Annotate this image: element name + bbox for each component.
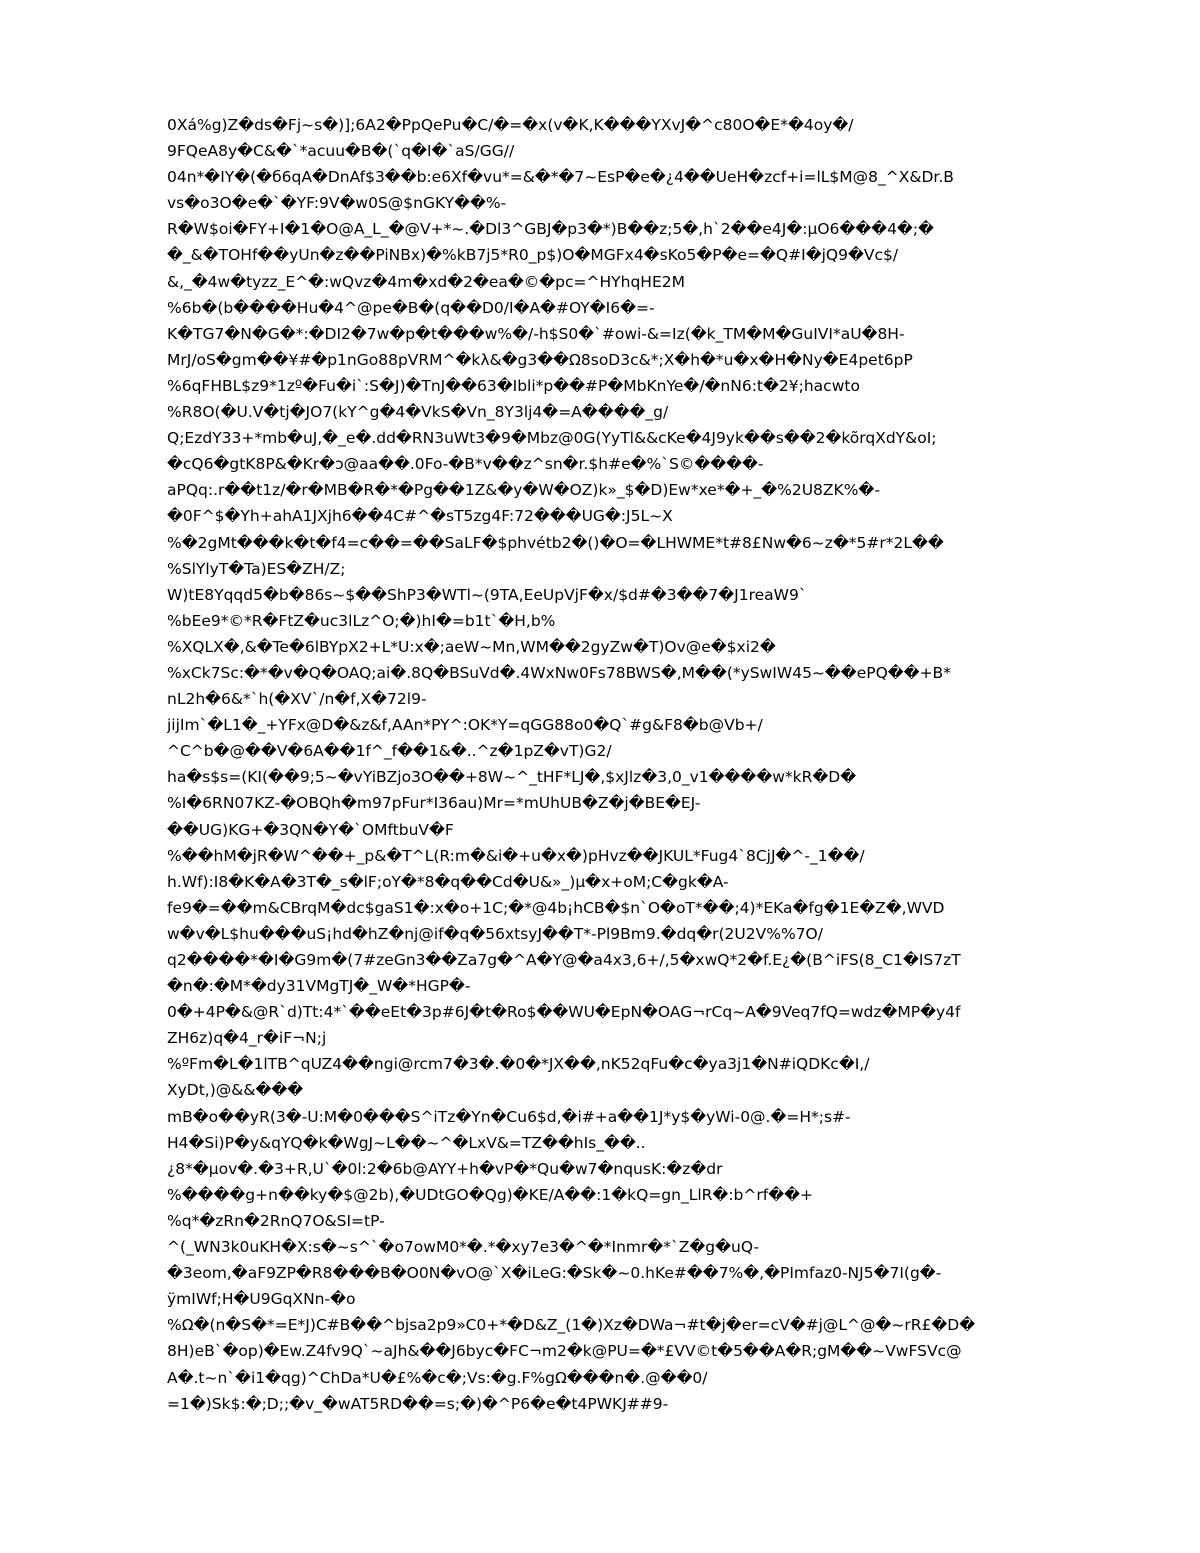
text-line: W)tE8Yqqd5�b�86s~$��ShP3�WTl~(9TA,EeUpVjF�x/$d#�3��7�J1reaW9` <box>167 585 807 604</box>
text-line: %q*�zRn�2RnQ7O&SI=tP- <box>167 1211 385 1230</box>
text-line: q2����*�I�G9m�(7#zeGn3��Za7g�^A�Y@�a4x3,6+/,5�xwQ*2�f.E¿�(B^iFS(8_C1�IS7zT <box>167 951 961 969</box>
text-line: jijIm`�L1�_+YFx@D�&z&f,AAn*PY^:OK*Y=qGG88o0�Q`#g&F8�b@Vb+/ <box>167 716 763 735</box>
text-line: %�2gMt���k�t�f4=c��=��SaLF�$phvétb2�()�O=�LHWME*t#8£Nw�6~z�*5#r*2L�� <box>167 533 944 552</box>
text-line: %xCk7Sc:�*�v�Q�OAQ;ai�.8Q�BSuVd�.4WxNw0Fs78BWS�,M��(*ySwIW45~��ePQ��+B* <box>167 663 951 682</box>
text-line: w�v�L$hu���uS¡hd�hZ�nj@if�q�56xtsyJ��T*-Pl9Bm9.�dq�r(2U2V%%7O/ <box>167 924 823 943</box>
text-line: ^(_WN3k0uKH�X:s�~s^`�o7owM0*�.*�xy7e3�^�*Inmr�*`Z�g�uQ- <box>167 1238 760 1257</box>
text-line: XyDt,)@&&��� <box>167 1081 304 1100</box>
text-line: %����g+n��ky�$@2b),�UDtGO�Qg)�KE/A��:1�kQ=gn_LlR�:b^rf��+ <box>167 1185 813 1204</box>
text-line: &,_�4w�tyzz_E^�:wQvz�4m�xd�2�ea�©�pc=^HYhqHE2M <box>167 272 685 291</box>
text-line: �_&�TOHf��yUn�z��PiNBx)�%kB7j5*R0_p$)O�MGFx4�sKo5�P�e=�Q#I�jQ9�Vc$/ <box>167 246 899 265</box>
garbled-text-body <box>167 112 1127 1417</box>
text-line: K�TG7�N�G�*:�DI2�7w�p�t���w%�/-h$S0�`#owi-&=Iz(�k_TM�M�GuIVI*aU�8H- <box>167 324 905 343</box>
text-line: ZH6z)q�4_r�iF¬N;j <box>167 1029 327 1048</box>
text-line: %6b�(b����Hu�4^@pe�B�(q��D0/I�A�#OY�I6�=- <box>167 298 655 317</box>
text-line: 9FQeA8y�C&�`*acuu�B�(`q�I�`aS/GG// <box>167 142 515 161</box>
text-line: ^C^b�@��V�6A��1f^_f��1&�..^z�1pZ�vT)G2/ <box>167 742 612 761</box>
text-line: %��hM�jR�W^��+_p&�T^L(R:m�&i�+u�x�)pHvz��JKUL*Fug4`8CjJ�^-_1��/ <box>167 846 865 865</box>
text-line: aPQq:.r��t1z/�r�MB�R�*�Pg��1Z&�y�W�OZ)k»_$�D)Ew*xe*�+_�%2U8ZK%�- <box>167 481 880 500</box>
text-line: A�.t~n`�i1�qg)^ChDa*U�£%�c�;Vs:�g.F%gΩ���n�.@��0/ <box>167 1368 708 1387</box>
text-line: %ºFm�L�1lTB^qUZ4��ngi@rcm7�3�.�0�*JX��,nK52qFu�c�ya3j1�N#iQDKc�I,/ <box>167 1055 870 1074</box>
text-line: nL2h�6&*`h(�XV`/n�f,X�72l9- <box>167 690 427 709</box>
text-line: �0F^$�Yh+ahA1JXjh6��4C#^�sT5zg4F:72���UG�:J5L~X <box>167 507 673 526</box>
text-line: ÿmIWf;H�U9GqXNn-�o <box>167 1290 356 1309</box>
text-line: 0�+4P�&@R`d)Tt:4*`��eEt�3p#6J�t�Ro$��WU�EpN�OAG¬rCq~A�9Veq7fQ=wdz�MP�y4f <box>167 1003 961 1022</box>
text-line: %SlYlyT�Ta)ES�ZH/Z; <box>167 559 346 578</box>
text-line: �cQ6�gtK8P&�Kr�ɔ@aa��.0Fo-�B*v��z^sn�r.$h#e�%`S©����- <box>167 455 764 474</box>
text-line: 0Xá%g)Z�ds�Fj~s�)];6A2�PpQePu�C/�=�x(v�K,K���YXvJ�^c80O�E*�4oy�/ <box>167 116 854 134</box>
text-line: ��UG)KG+�3QN�Y�`OMftbuV�F <box>167 820 454 839</box>
text-line: =1�)Sk$:�;D;;�v_�wAT5RD��=s;�)�^P6�e�t4PWKJ##9- <box>167 1394 669 1413</box>
text-line: �n�:�M*�dy31VMgTJ�_W�*HGP�- <box>167 977 471 996</box>
text-line: %I�6RN07KZ-�OBQh�m97pFur*I36au)Mr=*mUhUB�Z�j�BE�EJ- <box>167 794 701 813</box>
text-line: %bEe9*©*R�FtZ�uc3lLz^O;�)hI�=b1t`�H,b% <box>167 611 556 630</box>
text-line: MrJ/oS�gm��¥#�p1nGo88pVRM^�kλ&�g3��Ω8soD3c&*;X�h�*u�x�H�Ny�E4pet6pP <box>167 350 913 369</box>
text-line: fe9�=��m&CBrqM�dc$gaS1�:x�o+1C;�*@4b¡hCB�$n`O�oT*��;4)*EKa�fg�1E�Z�,WVD <box>167 898 945 917</box>
text-line: 04n*�IY�(�б6qA�DnAf$3��b:e6Xf�vu*=&�*�7~EsP�e�¿4��UeH�zcf+i=lL$M@8_^X&Dr.B <box>167 168 954 187</box>
text-line: %R8O(�U.V�tj�JO7(kY^g�4�VkS�Vn_8Y3lj4�=A����_g/ <box>167 403 669 422</box>
text-line: %6qFHBL$z9*1zº�Fu�i`:S�J)�TnJ��63�Ibli*p��#P�MbKnYe�/�nN6:t�2¥;hacwto <box>167 376 860 395</box>
text-line: 8H)eB`�op)�Ew.Z4fv9Q`~aJh&��J6byc�FC¬m2�k@PU=�*£VV©t�5��A�R;gM��~VwFSVc@ <box>167 1342 962 1361</box>
text-line: �3eom,�aF9ZP�R8���B�O0N�vO@`X�iLeG:�Sk�~0.hKe#��7%�,�PImfaz0-NJ5�7I(g�- <box>167 1264 942 1283</box>
text-line: Q;EzdY33+*mb�uJ,�_e�.dd�RN3uWt3�9�Mbz@0G(YyTl&&cKe�4J9yk��s��2�kõrqXdY&oI; <box>167 429 937 448</box>
text-line: H4�Si)P�y&qYQ�k�WgJ~L��~^�LxV&=TZ��hIs_��.. <box>167 1133 646 1152</box>
text-line: vs�o3O�e�`�YF:9V�w0S@$nGKY��%- <box>167 194 507 213</box>
text-line: mB�o��yR(3�-U:M�0���S^iTz�Yn�Cu6$d,�i#+a��1J*y$�yWi-0@.�=H*;s#- <box>167 1107 851 1126</box>
text-line: %XQLX�,&�Te�6lBYpX2+L*U:x�;aeW~Mn,WM��2gyZw�T)Ov@e�$xi2� <box>167 637 776 656</box>
text-line: h.Wf):I8�K�A�3T�_s�lF;oY�*8�q��Cd�U&»_)µ�x+oM;C�gk�A- <box>167 872 729 891</box>
text-line: ¿8*�µov�.�3+R,U`�0l:2�6b@AYY+h�vP�*Qu�w7�nqusK:�z�dr <box>167 1159 723 1178</box>
text-line: %Ω�(n�S�*=E*J)C#B��^bjsa2p9»C0+*�D&Z_(1�)Xz�DWa¬#t�j�er=cV�#j@L^@�~rR£�D� <box>167 1316 976 1335</box>
text-line: R�W$oi�FY+I�1�O@A_L_�@V+*~.�Dl3^GBJ�p3�*)B��z;5�,h`2��e4J�:µO6���4�;� <box>167 220 934 239</box>
text-line: ha�s$s=(KI(��9;5~�vYiBZjo3O��+8W~^_tHF*LJ�,$xJlz�3,0_v1����w*kR�D� <box>167 768 857 787</box>
